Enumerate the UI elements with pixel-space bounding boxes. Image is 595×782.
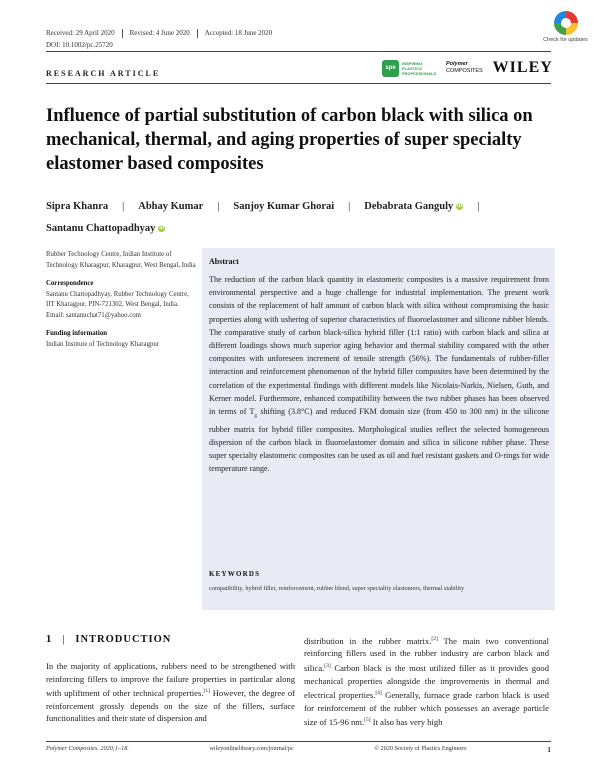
correspondence-heading: Correspondence	[46, 280, 94, 287]
keywords-list: compatibility, hybrid filler, reinforcement, rubber blend, super speciality elastomers, thermal stability	[209, 585, 465, 592]
author-name[interactable]: Sanjoy Kumar Ghorai	[233, 201, 335, 212]
journal-logo-line1: Polymer	[446, 61, 468, 67]
check-for-updates-label: Check for updates	[543, 37, 588, 43]
funding-heading: Funding information	[46, 330, 107, 337]
spe-logo	[382, 60, 436, 77]
revised-date: Revised: 4 June 2020	[129, 29, 190, 38]
body-text: distribution in the rubber matrix.	[304, 635, 432, 646]
footer-citation: Polymer Composites. 2020;1–18.	[46, 745, 129, 752]
check-for-updates-badge[interactable]	[543, 11, 588, 43]
author-name[interactable]: Abhay Kumar	[138, 201, 204, 212]
correspondence-text: Santanu Chattopadhyay, Rubber Technology Centre, IIT Kharagpur, PIN-721302, West Bengal, India.	[46, 290, 189, 308]
citation-link[interactable]: [3]	[324, 663, 331, 670]
keywords-heading: KEYWORDS	[209, 570, 261, 578]
section-label: RESEARCH ARTICLE	[46, 69, 161, 78]
author-name[interactable]: Debabrata Ganguly	[364, 201, 454, 212]
spe-tagline: INSPIRING PLASTICS PROFESSIONALS	[402, 60, 437, 76]
divider	[197, 29, 198, 38]
citation-link[interactable]: [5]	[364, 717, 371, 724]
received-date: Received: 29 April 2020	[46, 29, 115, 38]
publication-dates	[46, 29, 272, 38]
correspondence-email[interactable]: Email: santanuchat71@yahoo.com	[46, 311, 141, 319]
article-sidebar	[46, 250, 196, 350]
section-heading: 1 | INTRODUCTION	[46, 634, 172, 645]
citation-link[interactable]: [4]	[375, 690, 382, 697]
abstract-heading: Abstract	[209, 257, 239, 266]
footer-url[interactable]: wileyonlinelibrary.com/journal/pc	[209, 745, 294, 752]
doi[interactable]: DOI: 10.1002/pc.25720	[46, 41, 113, 49]
abstract-text-part: shifting (3.8°C) and reduced FKM domain size (from 450 to 300 nm) in the silicone rubber matrix for hybrid filler composites. Morphological studies reflect the selected homogeneous dispersion of the carbon black in fluoroelastomer domain and silica in silicone rubber phase. These super specialty elastomeric composites can be used as oil and fuel resistant gaskets and O-rings for wide temperature range.	[209, 407, 549, 474]
page-footer	[46, 745, 551, 754]
orcid-icon[interactable]: iD	[159, 225, 165, 231]
body-text: Generally, furnace grade carbon black is used for reinforcement of the rubber which possesses an average particle size of 15-96 nm.	[304, 689, 549, 727]
abstract-text	[209, 273, 549, 476]
journal-logo	[446, 61, 483, 75]
body-text: However, the degree of reinforcement grossly depends on the size of the fillers, surface functionalities and their state of dispersion and	[46, 688, 296, 724]
journal-logo-line2: COMPOSITES	[446, 68, 483, 74]
author-name[interactable]: Santanu Chattopadhyay	[46, 223, 156, 234]
wiley-logo: WILEY	[492, 59, 553, 76]
divider	[122, 29, 123, 38]
article-title: Influence of partial substitution of carbon black with silica on mechanical, thermal, and aging properties of super specialty elastomer based composites	[46, 106, 533, 174]
body-column-left	[46, 660, 295, 725]
body-text: In the majority of applications, rubbers need to be strengthened with reinforcing fillers to improve the failure properties in particular along with upliftment of other technical properties.	[46, 661, 295, 699]
affiliation: Rubber Technology Centre, Indian Institute of Technology Kharagpur, Kharagpur, West Bengal, India	[46, 251, 196, 269]
publisher-logos	[382, 59, 553, 77]
author-name[interactable]: Sipra Khanra	[46, 201, 109, 212]
body-text: It also has very high	[370, 717, 443, 727]
section-number: 1	[46, 634, 53, 645]
body-text: Carbon black is the most utilized filler as it provides good mechanical properties alongside the improvements in thermal and electrical properties.	[304, 662, 549, 700]
abstract-text-part: The reduction of the carbon black quantity in elastomeric composites is a massive requirement from environmental perspective and a huge challenge for industrial implementation. The present work consists of the replacement of half amount of carbon black with silica without compromising the basic properties along with ushering of superior characteristics of fluoroelastomer and silicone rubber blends. The comparative study of carbon black-silica hybrid filler (1:1 ratio) with carbon black and silica at different loadings shows much superior aging behavior and thermal stability compared with the other composites with unforeseen increment of tensile strength (56%). The fundamentals of rubber-filler interaction and reinforcement phenomenon of the hybrid filler composites have been determined by the correlation of the experimental findings with different models like Nicolais-Narkis, Nielsen, Guth, and Kerner model. Furthermore, enhanced compatibility between the two rubber phases has been observed in terms of T	[209, 275, 549, 417]
author-list: Sipra Khanra | Abhay Kumar | Sanjoy Kumar Ghorai | Debabrata Ganguly iD | Santanu Chattopadhyay iD	[46, 201, 480, 234]
orcid-icon[interactable]: iD	[457, 203, 463, 209]
tg-subscript: g	[254, 412, 258, 419]
header-rule	[46, 51, 551, 52]
section-rule	[46, 83, 551, 84]
funding-text: Indian Institute of Technology Kharagpur	[46, 340, 160, 348]
citation-link[interactable]: [2]	[431, 636, 438, 642]
footer-rule	[46, 741, 551, 742]
page-number: 1	[547, 745, 551, 754]
citation-link[interactable]: [1]	[203, 688, 210, 695]
crossmark-icon	[554, 11, 578, 35]
footer-copyright: © 2020 Society of Plastics Engineers	[374, 745, 467, 752]
section-title: INTRODUCTION	[75, 634, 172, 645]
accepted-date: Accepted: 18 June 2020	[204, 29, 273, 38]
spe-logo-mark: spe	[382, 60, 399, 77]
body-column-right	[304, 633, 549, 729]
body-text: The main two conventional reinforcing fillers used in the rubber industry are carbon black and silica.	[304, 635, 550, 673]
